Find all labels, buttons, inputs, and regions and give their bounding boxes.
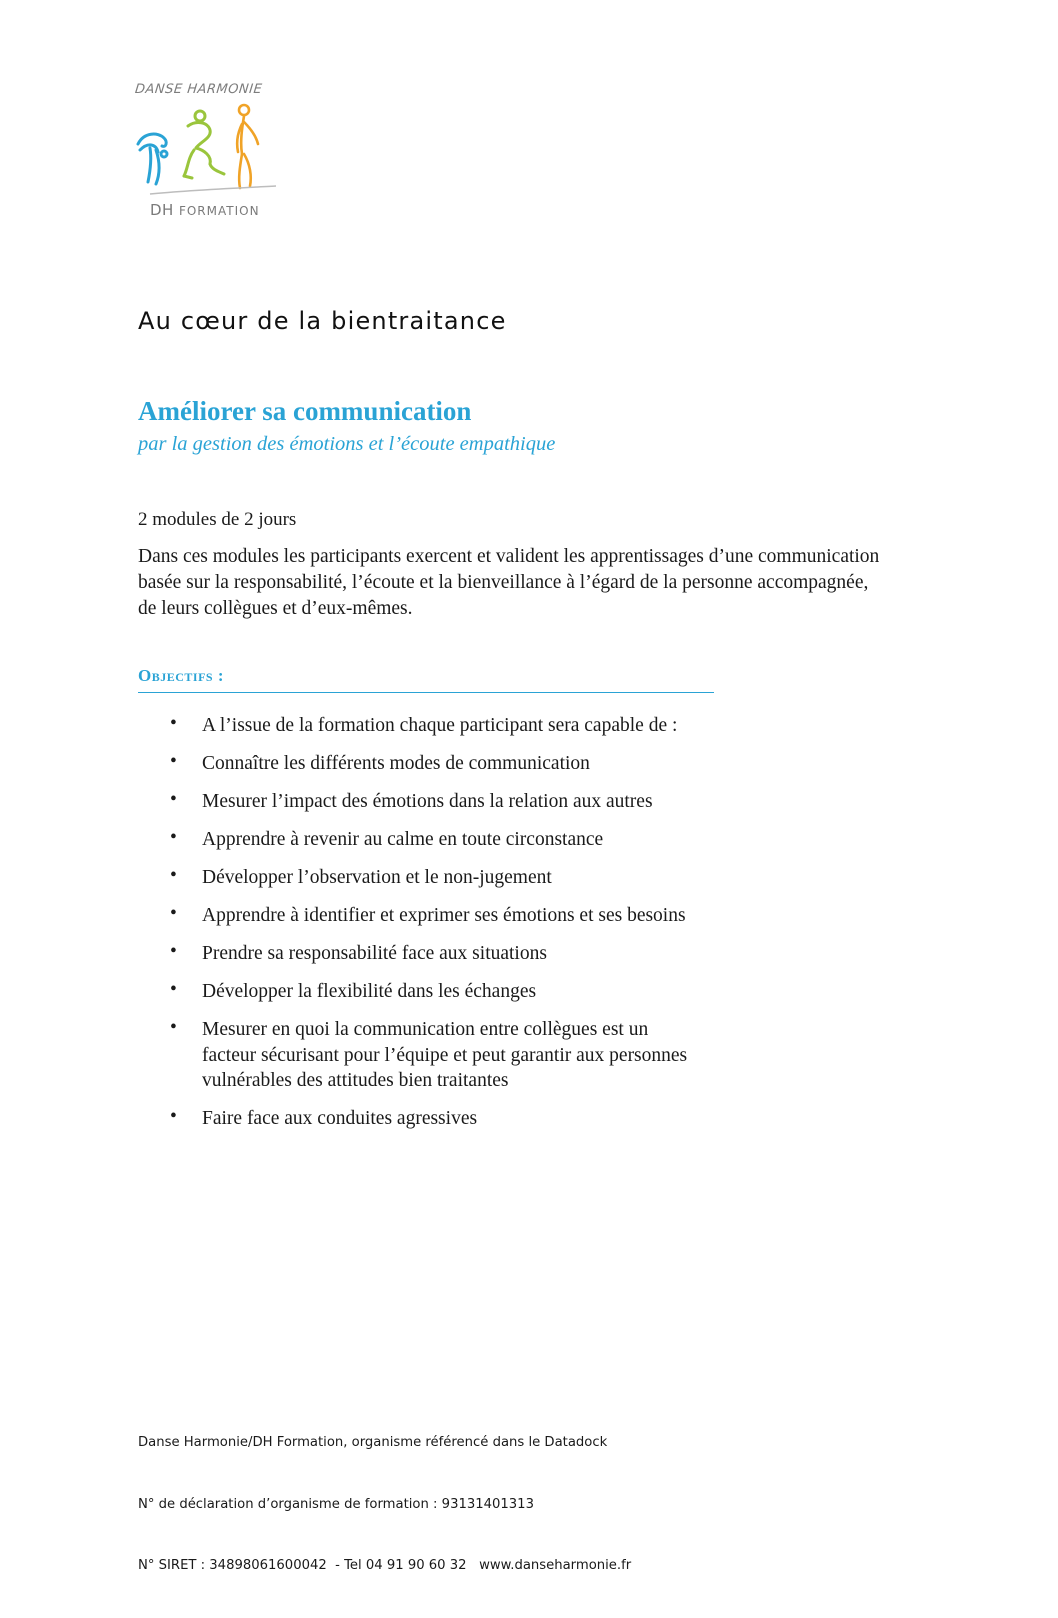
course-subtitle: par la gestion des émotions et l’écoute empathique bbox=[138, 433, 556, 455]
list-item-line: Mesurer en quoi la communication entre collègues est un bbox=[202, 1019, 649, 1040]
list-item-line: vulnérables des attitudes bien traitantes bbox=[202, 1070, 509, 1091]
list-item-line: Apprendre à identifier et exprimer ses émotions et ses besoins bbox=[202, 905, 686, 926]
bullet-icon: • bbox=[170, 827, 177, 848]
bullet-icon: • bbox=[170, 979, 177, 1000]
list-item-text bbox=[202, 979, 536, 1005]
list-item-text bbox=[202, 941, 547, 967]
objectives-heading-label: Objectifs : bbox=[138, 666, 224, 685]
bullet-icon: • bbox=[170, 1106, 177, 1127]
logo bbox=[130, 78, 280, 218]
list-item-line: A l’issue de la formation chaque participant sera capable de : bbox=[202, 715, 678, 736]
logo-formation-text: FORMATION bbox=[178, 204, 260, 218]
list-item-line: Prendre sa responsabilité face aux situations bbox=[202, 943, 547, 964]
description-line: de leurs collègues et d’eux-mêmes. bbox=[138, 598, 413, 619]
logo-dh-text: DH bbox=[150, 201, 174, 219]
list-item-line: Développer l’observation et le non-jugement bbox=[202, 867, 552, 888]
list-item-text bbox=[202, 751, 590, 777]
footer bbox=[138, 1392, 631, 1618]
list-item-line: Faire face aux conduites agressives bbox=[202, 1108, 478, 1129]
list-item-text bbox=[202, 827, 603, 853]
list-item-line: Connaître les différents modes de communication bbox=[202, 753, 590, 774]
logo-bottom-text bbox=[150, 200, 260, 219]
description-line: Dans ces modules les participants exercent et valident les apprentissages d’une communication bbox=[138, 546, 880, 567]
list-item-text bbox=[202, 789, 653, 815]
list-item-text bbox=[202, 1017, 687, 1094]
objectives-heading bbox=[138, 666, 714, 693]
list-item-text bbox=[202, 903, 686, 929]
bullet-icon: • bbox=[170, 713, 177, 734]
list-item-text bbox=[202, 713, 677, 739]
bullet-icon: • bbox=[170, 1017, 177, 1038]
list-item-line: Développer la flexibilité dans les échanges bbox=[202, 981, 537, 1002]
description-line: basée sur la responsabilité, l’écoute et la bienveillance à l’égard de la personne accompagnée, bbox=[138, 572, 869, 593]
list-item-text bbox=[202, 1106, 477, 1132]
footer-line: N° SIRET : 34898061600042 - Tel 04 91 90 60 32 www.danseharmonie.fr bbox=[138, 1558, 632, 1573]
footer-line: N° de déclaration d’organisme de formation : 93131401313 bbox=[138, 1496, 534, 1512]
bullet-icon: • bbox=[170, 903, 177, 924]
page-title: Au cœur de la bientraitance bbox=[138, 307, 507, 335]
bullet-icon: • bbox=[170, 789, 177, 810]
list-item-line: facteur sécurisant pour l’équipe et peut garantir aux personnes bbox=[202, 1044, 688, 1066]
logo-top-text: DANSE HARMONIE bbox=[134, 82, 263, 97]
list-item-line: Mesurer l’impact des émotions dans la relation aux autres bbox=[202, 791, 653, 812]
description bbox=[138, 544, 1038, 622]
course-title: Améliorer sa communication bbox=[138, 396, 472, 426]
footer-line: Danse Harmonie/DH Formation, organisme référencé dans le Datadock bbox=[138, 1435, 608, 1450]
list-item-line: Apprendre à revenir au calme en toute circonstance bbox=[202, 829, 604, 850]
bullet-icon: • bbox=[170, 865, 177, 886]
bullet-icon: • bbox=[170, 751, 177, 772]
bullet-icon: • bbox=[170, 941, 177, 962]
list-item-text bbox=[202, 865, 552, 891]
dancers-figures-icon bbox=[130, 102, 280, 202]
modules-duration: 2 modules de 2 jours bbox=[138, 509, 297, 530]
